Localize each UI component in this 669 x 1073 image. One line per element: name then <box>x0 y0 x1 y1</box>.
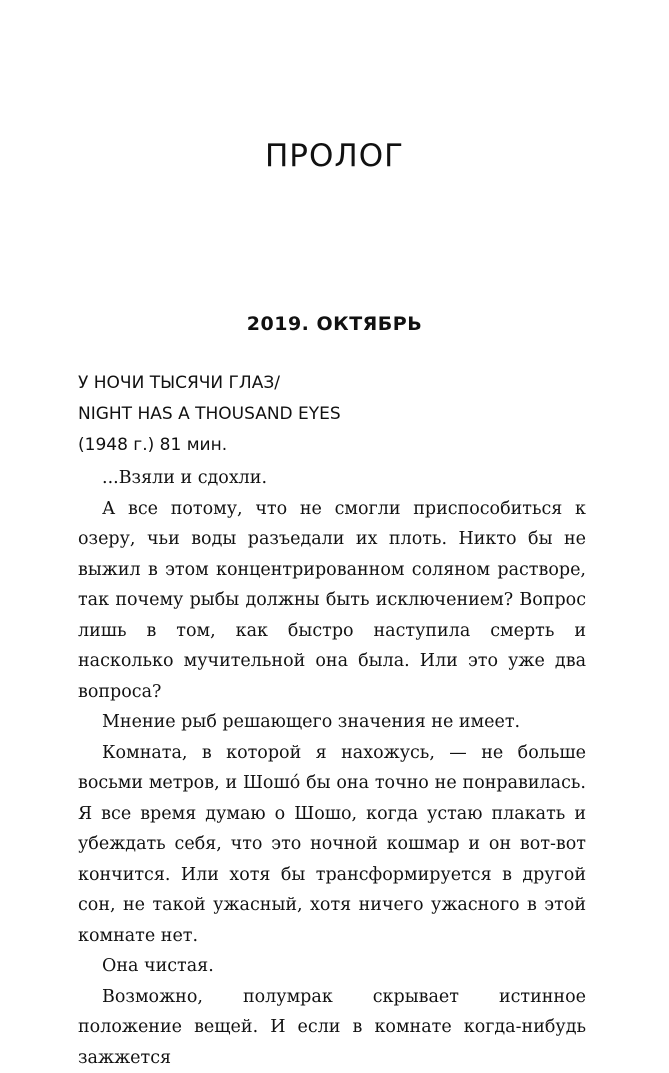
film-info-block <box>78 368 598 461</box>
film-year-duration: (1948 г.) 81 мин. <box>78 430 598 461</box>
paragraph: Возможно, полумрак скрывает истинное положение вещей. И если в комнате когда-нибудь зажжется <box>78 982 586 1073</box>
body-text <box>78 463 586 1073</box>
paragraph: Комната, в которой я нахожусь, — не больше восьми метров, и Шошó бы она точно не понравилась. Я все время думаю о Шошо, когда устаю плакать и убеждать себя, что это ночной кошмар и он вот-вот кончится. Или хотя бы трансформируется в другой сон, не такой ужасный, хотя ничего ужасного в этой комнате нет. <box>78 738 586 952</box>
paragraph: Она чистая. <box>78 951 586 982</box>
paragraph: ...Взяли и сдохли. <box>78 463 586 494</box>
paragraph: Мнение рыб решающего значения не имеет. <box>78 707 586 738</box>
film-title-russian: У НОЧИ ТЫСЯЧИ ГЛАЗ/ <box>78 368 598 399</box>
film-title-english: NIGHT HAS A THOUSAND EYES <box>78 399 598 430</box>
chapter-title: ПРОЛОГ <box>0 138 669 174</box>
paragraph: А все потому, что не смогли приспособиться к озеру, чьи воды разъедали их плоть. Никто бы не выжил в этом концентрированном соляном растворе, так почему рыбы должны быть исключением? Вопрос лишь в том, как быстро наступила смерть и насколько мучительной она была. Или это уже два вопроса? <box>78 494 586 708</box>
section-date-heading: 2019. ОКТЯБРЬ <box>0 313 669 335</box>
